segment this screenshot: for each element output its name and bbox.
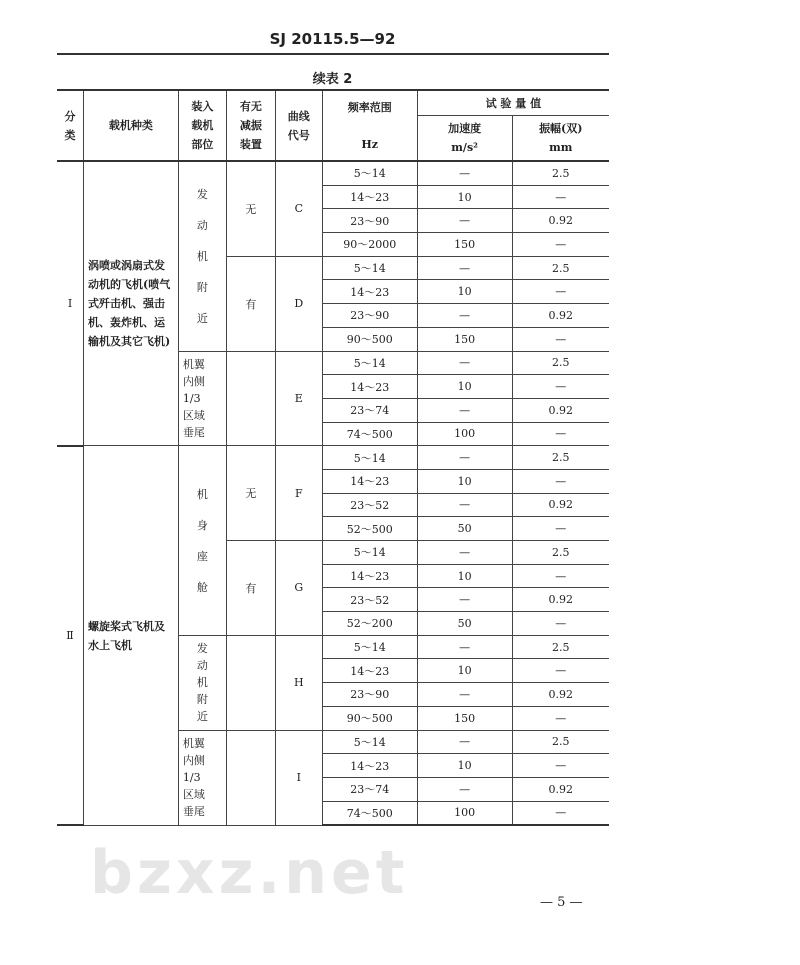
- frequency-cell: 5～14: [322, 256, 417, 280]
- amplitude-cell: 2.5: [512, 730, 609, 754]
- amplitude-cell: 2.5: [512, 541, 609, 565]
- amplitude-cell: 0.92: [512, 209, 609, 233]
- amplitude-cell: —: [512, 233, 609, 257]
- amplitude-cell: 0.92: [512, 304, 609, 328]
- frequency-cell: 90～500: [322, 327, 417, 351]
- amplitude-cell: —: [512, 706, 609, 730]
- install-location-cell: [178, 161, 226, 351]
- header-test-values: 试 验 量 值: [417, 90, 609, 116]
- header-frequency: [322, 90, 417, 161]
- acceleration-cell: —: [417, 730, 512, 754]
- table-row: [57, 161, 609, 185]
- acceleration-cell: —: [417, 777, 512, 801]
- amplitude-cell: 2.5: [512, 351, 609, 375]
- frequency-cell: 23～90: [322, 683, 417, 707]
- acceleration-cell: 10: [417, 754, 512, 778]
- frequency-cell: 23～52: [322, 493, 417, 517]
- frequency-cell: 52～500: [322, 517, 417, 541]
- acceleration-cell: —: [417, 635, 512, 659]
- acceleration-cell: —: [417, 493, 512, 517]
- category-cell: Ⅰ: [57, 161, 83, 446]
- frequency-cell: 23～90: [322, 304, 417, 328]
- acceleration-cell: —: [417, 351, 512, 375]
- install-location-cell: [178, 635, 226, 730]
- page-number: — 5 —: [540, 895, 583, 910]
- frequency-cell: 14～23: [322, 185, 417, 209]
- frequency-cell: 5～14: [322, 161, 417, 185]
- install-location-cell: [178, 446, 226, 636]
- frequency-cell: 5～14: [322, 635, 417, 659]
- document-number: SJ 20115.5—92: [269, 30, 396, 48]
- amplitude-cell: 0.92: [512, 398, 609, 422]
- category-cell: Ⅱ: [57, 446, 83, 826]
- table-row: [57, 446, 609, 470]
- acceleration-cell: —: [417, 209, 512, 233]
- acceleration-cell: 10: [417, 564, 512, 588]
- install-location-label: 机身座舱: [196, 487, 208, 594]
- curve-code-cell: C: [275, 161, 322, 256]
- acceleration-cell: 10: [417, 659, 512, 683]
- frequency-cell: 5～14: [322, 541, 417, 565]
- amplitude-cell: —: [512, 659, 609, 683]
- frequency-cell: 14～23: [322, 375, 417, 399]
- acceleration-unit: m/s²: [451, 141, 478, 154]
- acceleration-cell: 150: [417, 327, 512, 351]
- damper-cell: 有: [226, 256, 275, 351]
- amplitude-cell: 0.92: [512, 588, 609, 612]
- frequency-cell: 23～74: [322, 777, 417, 801]
- acceleration-cell: —: [417, 256, 512, 280]
- acceleration-cell: —: [417, 588, 512, 612]
- install-location-cell: 机翼 内侧 1/3 区域 垂尾: [178, 730, 226, 825]
- frequency-cell: 52～200: [322, 612, 417, 636]
- acceleration-cell: 100: [417, 801, 512, 825]
- frequency-cell: 14～23: [322, 469, 417, 493]
- frequency-cell: 14～23: [322, 564, 417, 588]
- acceleration-cell: 10: [417, 280, 512, 304]
- frequency-label: 频率范围: [347, 100, 392, 114]
- amplitude-label: 振幅(双): [539, 122, 583, 135]
- curve-code-cell: I: [275, 730, 322, 825]
- header-acceleration: [417, 116, 512, 162]
- damper-cell: 无: [226, 161, 275, 256]
- vibration-test-table: [57, 89, 609, 826]
- damper-cell: [226, 730, 275, 825]
- amplitude-cell: —: [512, 422, 609, 446]
- amplitude-cell: —: [512, 801, 609, 825]
- frequency-cell: 23～90: [322, 209, 417, 233]
- curve-code-cell: E: [275, 351, 322, 446]
- acceleration-cell: 10: [417, 469, 512, 493]
- frequency-cell: 74～500: [322, 801, 417, 825]
- header-aircraft-type: 载机种类: [83, 90, 178, 161]
- amplitude-cell: —: [512, 469, 609, 493]
- acceleration-label: 加速度: [448, 122, 482, 135]
- acceleration-cell: —: [417, 304, 512, 328]
- frequency-cell: 5～14: [322, 351, 417, 375]
- acceleration-cell: 10: [417, 185, 512, 209]
- damper-cell: 无: [226, 446, 275, 541]
- frequency-unit: Hz: [361, 137, 379, 151]
- header-damper: 有无减振装置: [226, 90, 275, 161]
- curve-code-cell: H: [275, 635, 322, 730]
- install-location-label: 发动机附近: [196, 187, 208, 325]
- amplitude-cell: —: [512, 185, 609, 209]
- amplitude-cell: —: [512, 754, 609, 778]
- acceleration-cell: 50: [417, 612, 512, 636]
- frequency-cell: 5～14: [322, 730, 417, 754]
- damper-cell: 有: [226, 541, 275, 636]
- amplitude-cell: —: [512, 375, 609, 399]
- table-caption: 续表 2: [312, 72, 353, 87]
- curve-code-cell: G: [275, 541, 322, 636]
- watermark: bzxz.net: [90, 838, 409, 908]
- header-curve-code: 曲线代号: [275, 90, 322, 161]
- amplitude-cell: 0.92: [512, 683, 609, 707]
- acceleration-cell: —: [417, 161, 512, 185]
- damper-cell: [226, 635, 275, 730]
- frequency-cell: 23～52: [322, 588, 417, 612]
- frequency-cell: 90～2000: [322, 233, 417, 257]
- install-location-cell: 机翼 内侧 1/3 区域 垂尾: [178, 351, 226, 446]
- amplitude-cell: 2.5: [512, 256, 609, 280]
- acceleration-cell: 150: [417, 233, 512, 257]
- amplitude-cell: —: [512, 564, 609, 588]
- frequency-cell: 14～23: [322, 754, 417, 778]
- acceleration-cell: —: [417, 446, 512, 470]
- amplitude-cell: 2.5: [512, 635, 609, 659]
- frequency-cell: 14～23: [322, 659, 417, 683]
- amplitude-cell: 0.92: [512, 777, 609, 801]
- acceleration-cell: 10: [417, 375, 512, 399]
- header-rule: [57, 53, 609, 55]
- amplitude-cell: —: [512, 517, 609, 541]
- acceleration-cell: 150: [417, 706, 512, 730]
- header-amplitude: [512, 116, 609, 162]
- amplitude-cell: —: [512, 612, 609, 636]
- acceleration-cell: —: [417, 683, 512, 707]
- aircraft-type-cell: 涡喷或涡扇式发动机的飞机(喷气式歼击机、强击机、轰炸机、运输机及其它飞机): [83, 161, 178, 446]
- acceleration-cell: 50: [417, 517, 512, 541]
- frequency-cell: 14～23: [322, 280, 417, 304]
- install-location-label: 发动机附近: [196, 642, 208, 724]
- amplitude-cell: 2.5: [512, 161, 609, 185]
- acceleration-cell: 100: [417, 422, 512, 446]
- amplitude-cell: —: [512, 280, 609, 304]
- frequency-cell: 5～14: [322, 446, 417, 470]
- amplitude-unit: mm: [549, 141, 573, 154]
- curve-code-cell: F: [275, 446, 322, 541]
- acceleration-cell: —: [417, 541, 512, 565]
- curve-code-cell: D: [275, 256, 322, 351]
- header-category: 分类: [57, 90, 83, 161]
- amplitude-cell: —: [512, 327, 609, 351]
- frequency-cell: 74～500: [322, 422, 417, 446]
- amplitude-cell: 2.5: [512, 446, 609, 470]
- header-install-location: 装入载机部位: [178, 90, 226, 161]
- frequency-cell: 23～74: [322, 398, 417, 422]
- acceleration-cell: —: [417, 398, 512, 422]
- amplitude-cell: 0.92: [512, 493, 609, 517]
- damper-cell: [226, 351, 275, 446]
- aircraft-type-cell: 螺旋桨式飞机及水上飞机: [83, 446, 178, 826]
- frequency-cell: 90～500: [322, 706, 417, 730]
